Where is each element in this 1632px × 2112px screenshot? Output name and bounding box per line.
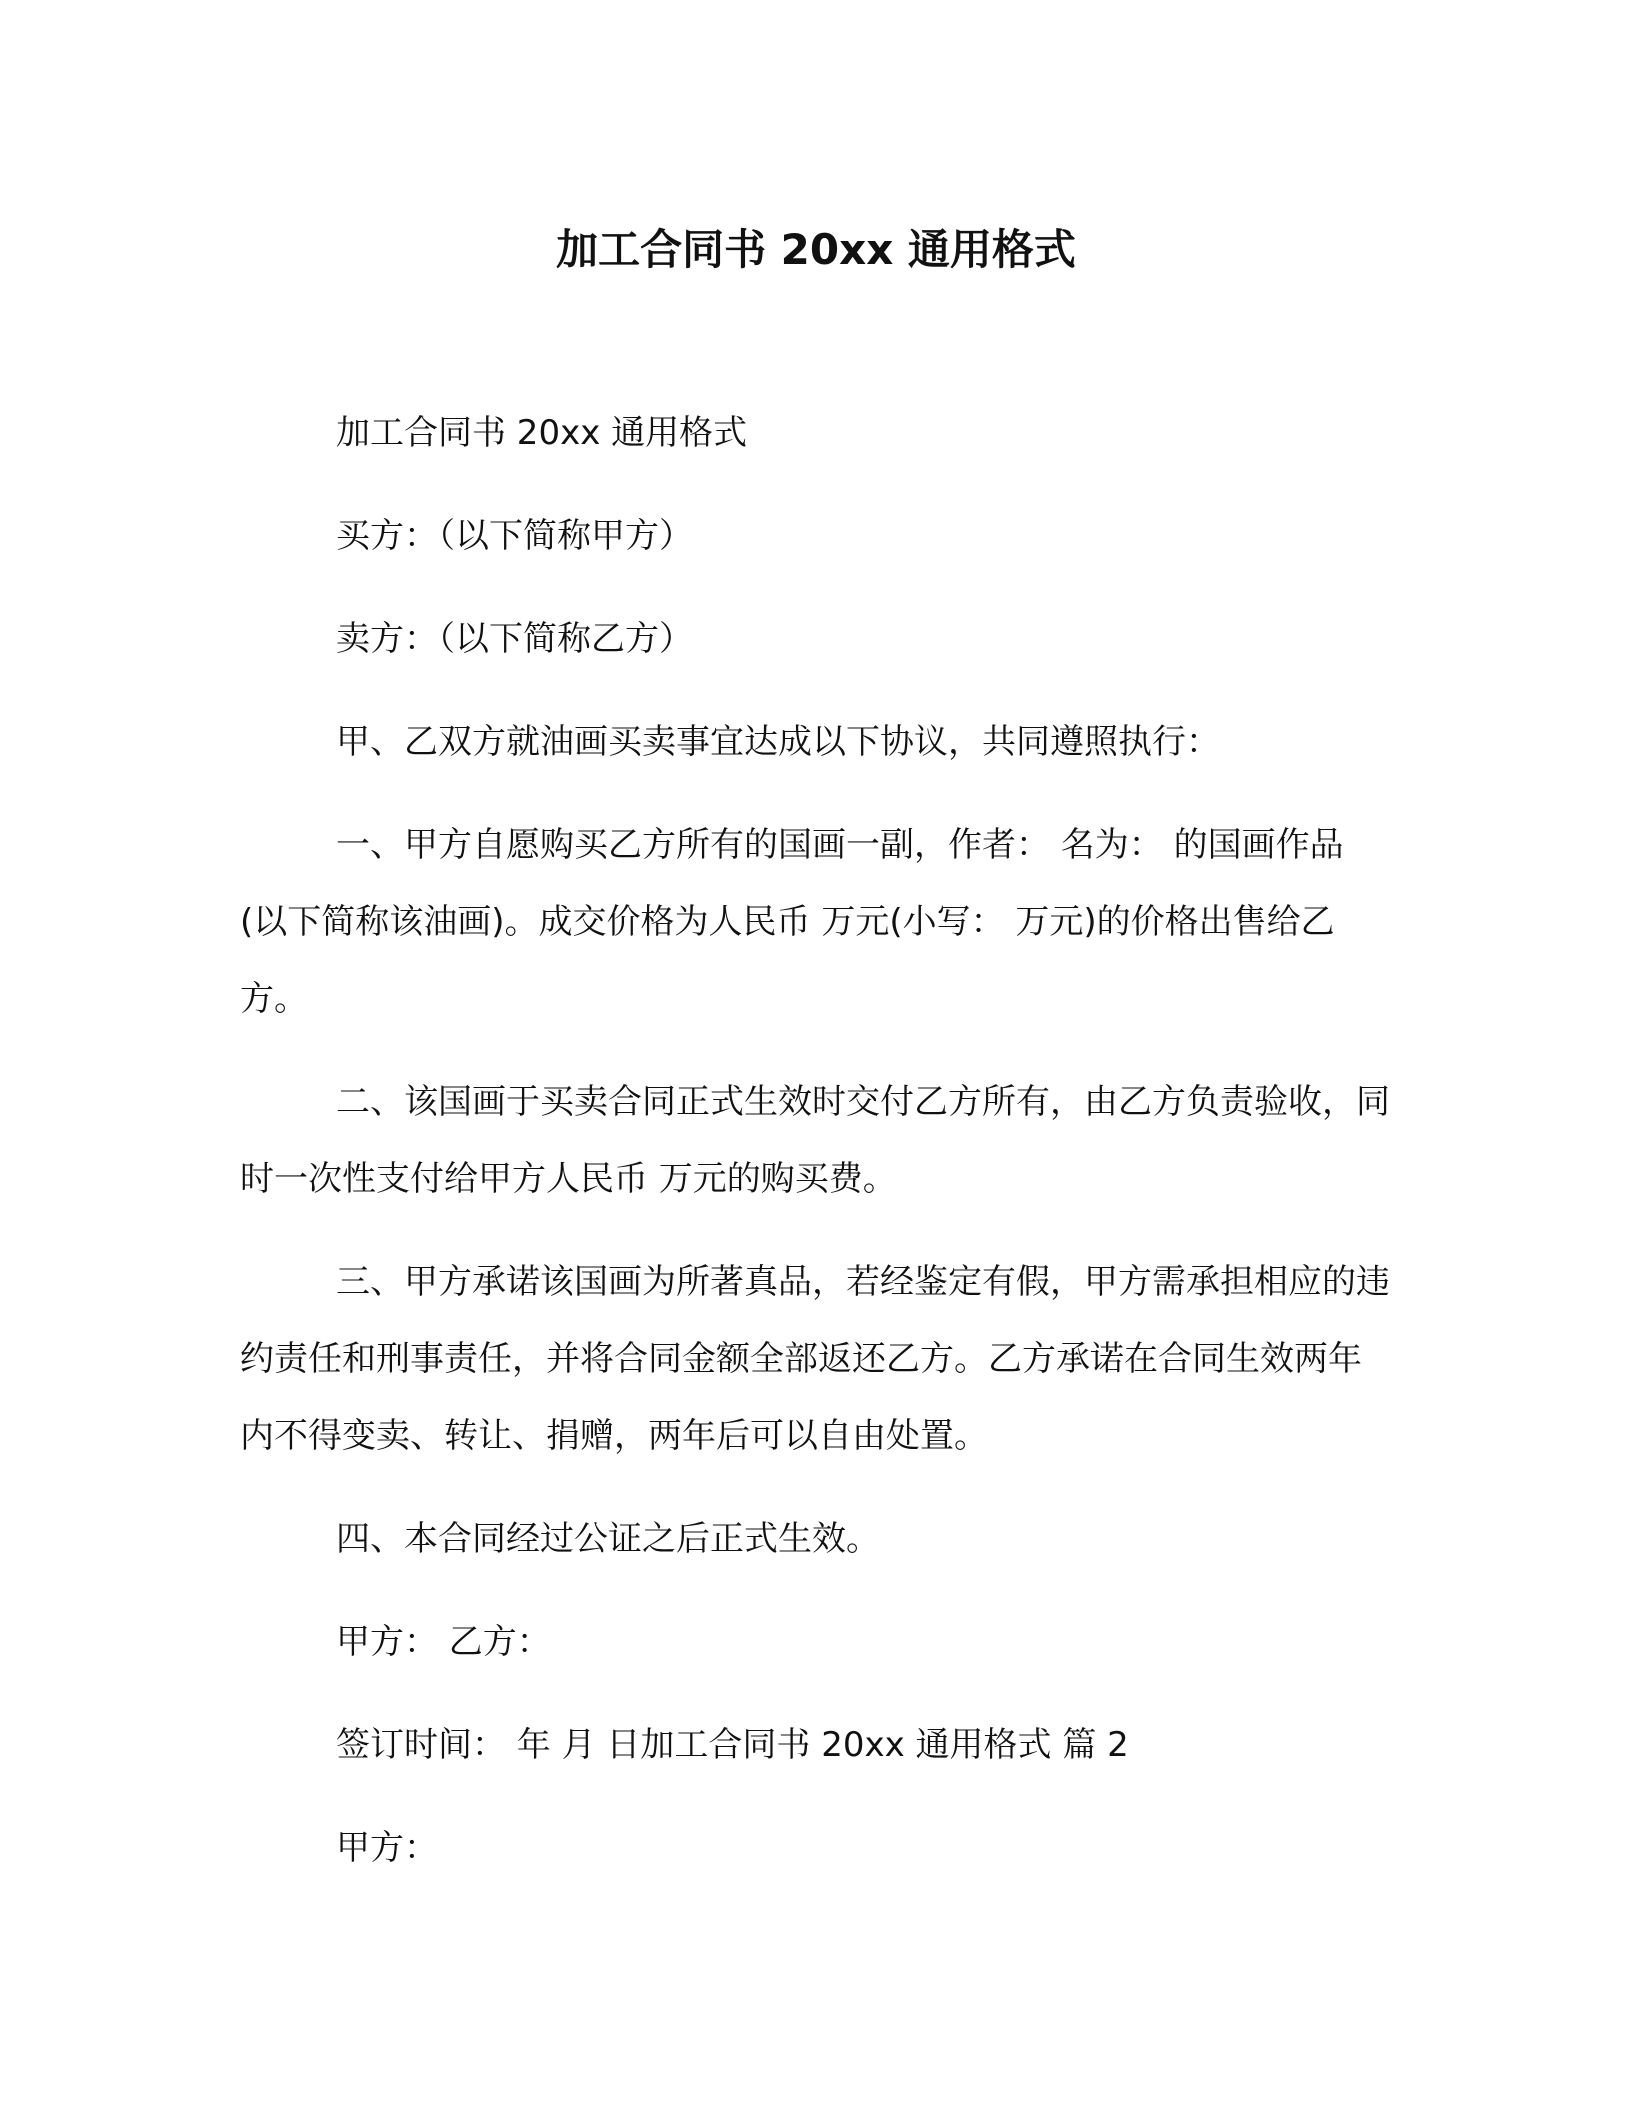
paragraph-parties-signature: 甲方： 乙方： <box>336 1622 551 1662</box>
paragraph-clause-2: 二、该国画于买卖合同正式生效时交付乙方所有，由乙方负责验收，同时一次性支付给甲方人民币 万元的购买费。 <box>240 1082 1390 1199</box>
paragraph-buyer: 买方：（以下简称甲方） <box>336 516 693 556</box>
paragraph-clause-4: 四、本合同经过公证之后正式生效。 <box>336 1519 880 1559</box>
paragraph-agreement-intro: 甲、乙双方就油画买卖事宜达成以下协议，共同遵照执行： <box>336 722 1220 762</box>
paragraph-subtitle: 加工合同书 20xx 通用格式 <box>336 413 748 453</box>
paragraph-clause-3: 三、甲方承诺该国画为所著真品，若经鉴定有假，甲方需承担相应的违约责任和刑事责任，并将合同金额全部返还乙方。乙方承诺在合同生效两年内不得变卖、转让、捐赠，两年后可以自由处置。 <box>240 1262 1390 1456</box>
document-title: 加工合同书 20xx 通用格式 <box>556 225 1076 274</box>
paragraph-party-a: 甲方： <box>336 1828 438 1868</box>
paragraph-signing-date: 签订时间： 年 月 日加工合同书 20xx 通用格式 篇 2 <box>336 1725 1129 1765</box>
paragraph-clause-1: 一、甲方自愿购买乙方所有的国画一副，作者： 名为： 的国画作品(以下简称该油画)。成交价格为人民币 万元(小写： 万元)的价格出售给乙方。 <box>240 825 1344 1019</box>
paragraph-seller: 卖方：（以下简称乙方） <box>336 619 693 659</box>
document-body <box>240 395 1390 1913</box>
